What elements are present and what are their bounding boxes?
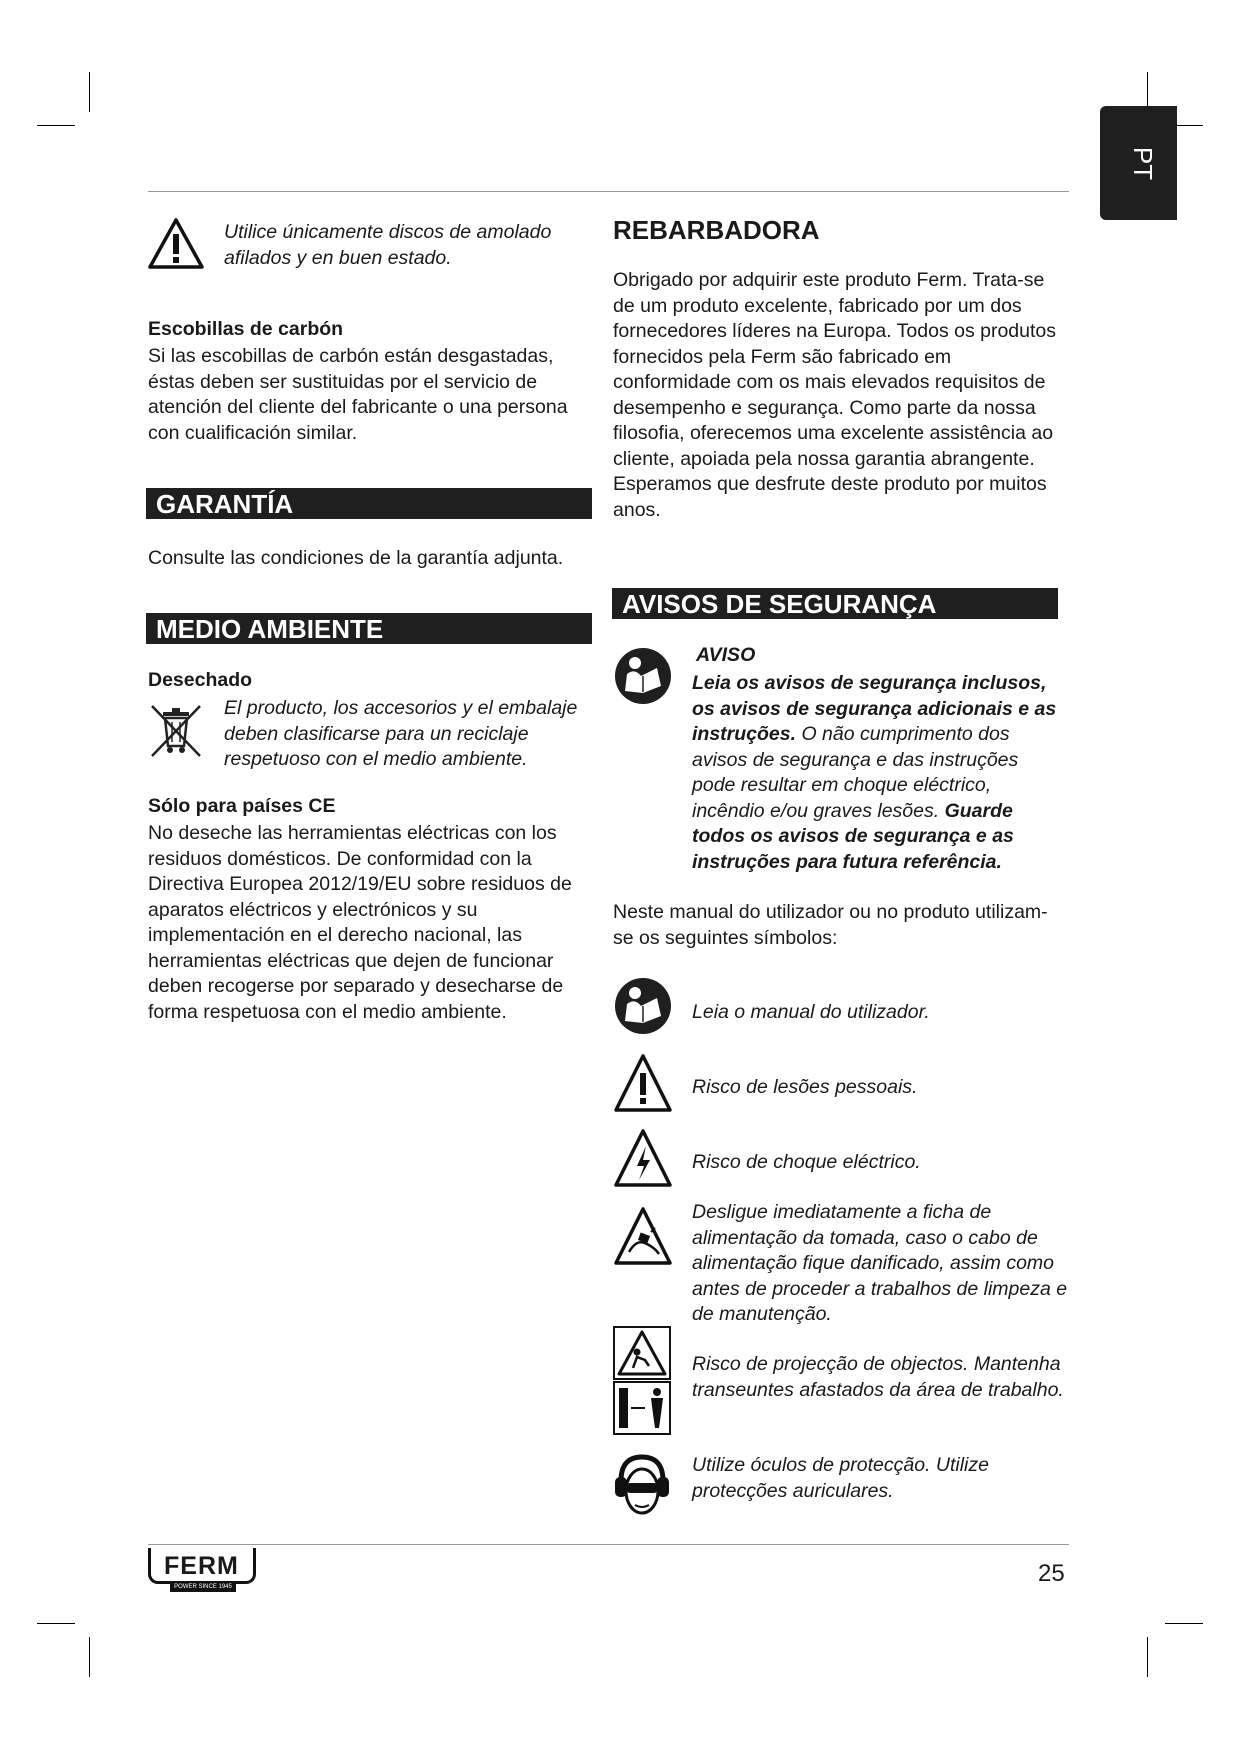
warranty-text: Consulte las condiciones de la garantía adjunta. [148,547,564,569]
aviso-bold-2: Guarde todos os avisos de segurança e as instruções para futura referência. [692,799,1014,873]
read-manual-icon [613,976,673,1036]
symbol-text-4: Desligue imediatamente a ficha de alimentação da tomada, caso o cabo de alimentação fique danificado, assim como antes de proceder a trabalhos de limpeza e de manutenção. [692,1201,1068,1325]
top-rule [148,191,1069,192]
crop-mark [1147,1637,1148,1677]
aviso-bold-1: Leia os avisos de segurança inclusos, os avisos de segurança adicionais e as instruções. [692,672,1057,745]
ferm-logo [148,1548,258,1594]
ferm-logo-text: FERM [164,1552,239,1580]
disposal-text: El producto, los accesorios y el embalaje deben clasificarse para un reciclaje respetuoso con el medio ambiente. [224,697,578,770]
electric-shock-icon [613,1128,673,1188]
language-tab [1100,106,1177,220]
aviso-italic: O não cumprimento dos avisos de segurança e das instruções pode resultar em choque eléctrico, incêndio e/ou graves lesões. [692,723,1019,822]
brushes-text: Si las escobillas de carbón están desgastadas, éstas deben ser sustituidas por el servicio de atención del cliente del fabricante o una persona con cualificación similar. [148,345,568,444]
weee-bin-icon [148,702,204,760]
aviso-text [692,671,1067,875]
language-tab-label: PT [1128,146,1159,181]
crop-mark [89,72,90,112]
goggles-ear-protection-icon [613,1453,671,1517]
warning-icon [148,217,204,269]
symbol-text-2: Risco de lesões pessoais. [692,1076,918,1098]
ce-heading: Sólo para países CE [148,795,336,817]
read-manual-icon [613,646,673,706]
bottom-rule [148,1544,1069,1545]
unplug-warning-icon [613,1206,673,1266]
warning-icon [613,1053,673,1113]
page-number: 25 [1038,1560,1065,1587]
disposal-heading: Desechado [148,669,253,691]
symbol-text-6: Utilize óculos de protecção. Utilize protecções auriculares. [692,1454,989,1502]
safety-heading: AVISOS DE SEGURANÇA [612,588,1058,619]
intro-text: Obrigado por adquirir este produto Ferm. Trata-se de um produto excelente, fabricado por um dos fornecedores líderes na Europa. Todos os produtos fornecidos pela Ferm são fabricado em conformidade com os mais elevados requisitos de desempenho e segurança. Como parte da nossa filosofia, oferecemos uma excelente assistência ao cliente, apoiada pela nossa garantia abrangente. Esperamos que desfrute deste produto por muitos anos. [613,269,1057,521]
warn-text: Utilice únicamente discos de amolado afilados y en buen estado. [224,221,552,269]
environment-heading: MEDIO AMBIENTE [146,613,592,644]
product-title: REBARBADORA [613,215,820,245]
crop-mark [37,125,75,126]
symbol-text-1: Leia o manual do utilizador. [692,1001,930,1023]
aviso-label: AVISO [696,644,756,666]
brushes-heading: Escobillas de carbón [148,318,344,340]
symbol-text-5: Risco de projecção de objectos. Mantenha transeuntes afastados da área de trabalho. [692,1353,1064,1401]
symbols-intro: Neste manual do utilizador ou no produto utilizam-se os seguintes símbolos: [613,901,1048,949]
crop-mark [89,1637,90,1677]
projection-bystander-icon [613,1326,671,1436]
crop-mark [1165,1623,1203,1624]
symbol-text-3: Risco de choque eléctrico. [692,1151,921,1173]
ferm-logo-sub: POWER SINCE 1945 [170,1582,236,1592]
warranty-heading: GARANTÍA [146,488,592,519]
crop-mark [37,1623,75,1624]
ce-text: No deseche las herramientas eléctricas con los residuos domésticos. De conformidad con la Directiva Europea 2012/19/EU sobre residuos de aparatos eléctricos y electrónicos y su implementación en el derecho nacional, las herramientas eléctricas que dejen de funcionar deben recogerse por separado y desecharse de forma respetuosa con el medio ambiente. [148,822,572,1023]
